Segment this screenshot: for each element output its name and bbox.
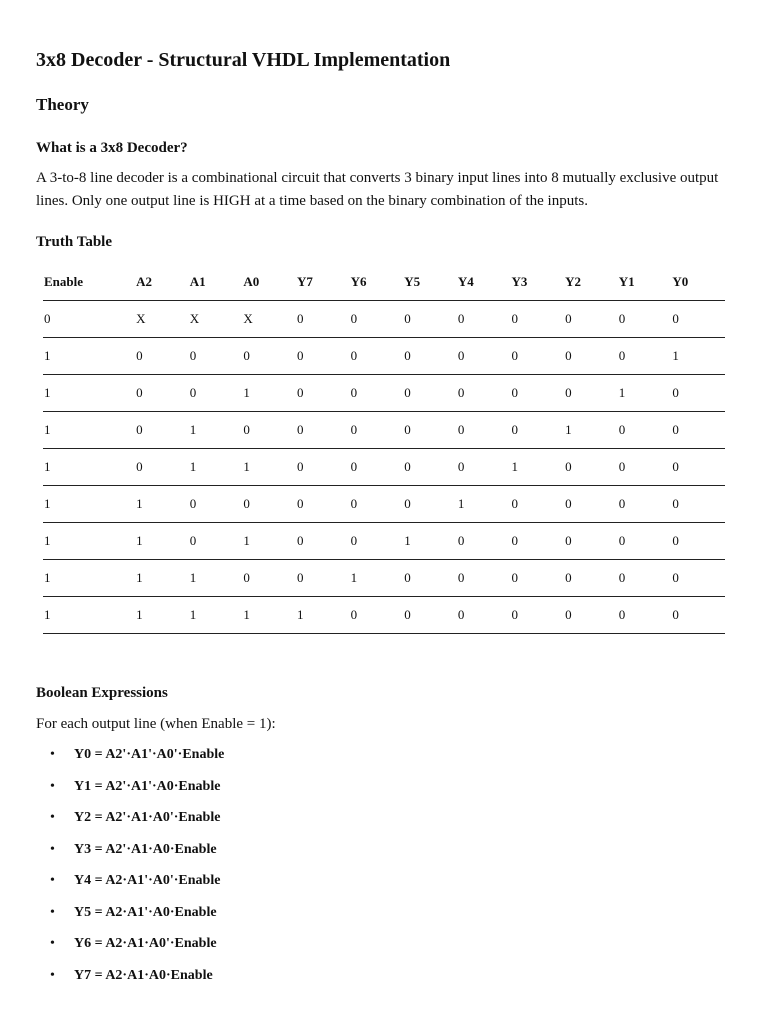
table-cell: 1 (189, 449, 243, 486)
table-cell: 1 (510, 449, 564, 486)
table-cell: 0 (457, 449, 511, 486)
table-cell: 0 (618, 486, 672, 523)
table-cell: 0 (564, 560, 618, 597)
table-cell: 0 (242, 338, 296, 375)
table-cell: 0 (350, 301, 404, 338)
truth-table-body (43, 301, 725, 634)
column-header-a2: A2 (135, 263, 189, 301)
list-item (36, 871, 732, 891)
column-header-y6: Y6 (350, 263, 404, 301)
table-cell: 0 (189, 523, 243, 560)
what-is-decoder-heading: What is a 3x8 Decoder? (36, 140, 188, 156)
table-cell: 0 (296, 486, 350, 523)
expression-text: Y7 = A2·A1·A0·Enable (74, 967, 213, 983)
table-cell: 0 (189, 375, 243, 412)
table-cell: 0 (510, 560, 564, 597)
table-cell: 0 (296, 338, 350, 375)
table-cell: 1 (43, 412, 135, 449)
table-row (43, 523, 725, 560)
table-cell: 0 (671, 486, 725, 523)
table-cell: 0 (618, 301, 672, 338)
table-cell: 0 (564, 338, 618, 375)
table-cell: 0 (135, 338, 189, 375)
table-cell: 0 (457, 301, 511, 338)
table-cell: 0 (403, 338, 457, 375)
column-header-y5: Y5 (403, 263, 457, 301)
table-cell: 0 (618, 449, 672, 486)
table-cell: 0 (457, 375, 511, 412)
table-cell: 0 (350, 338, 404, 375)
expression-text: Y3 = A2'·A1·A0·Enable (74, 841, 217, 857)
table-cell: 0 (510, 301, 564, 338)
table-cell: 1 (457, 486, 511, 523)
table-cell: 1 (43, 597, 135, 634)
expression-text: Y0 = A2'·A1'·A0'·Enable (74, 747, 225, 762)
table-cell: 0 (189, 486, 243, 523)
table-cell: 1 (43, 449, 135, 486)
truth-table (43, 263, 725, 634)
table-cell: 0 (564, 301, 618, 338)
table-cell: 1 (403, 523, 457, 560)
table-cell: 0 (510, 375, 564, 412)
table-cell: 0 (403, 560, 457, 597)
table-cell: 1 (564, 412, 618, 449)
table-cell: 0 (403, 412, 457, 449)
table-cell: 0 (296, 523, 350, 560)
table-cell: 0 (135, 412, 189, 449)
table-cell: 1 (242, 449, 296, 486)
table-cell: 0 (671, 375, 725, 412)
table-cell: 0 (457, 597, 511, 634)
bullet-icon: • (50, 967, 55, 983)
list-item (36, 966, 732, 986)
table-cell: 0 (296, 301, 350, 338)
expression-text: Y4 = A2·A1'·A0'·Enable (74, 873, 221, 888)
table-row (43, 301, 725, 338)
table-cell: 1 (43, 486, 135, 523)
table-cell: 0 (510, 412, 564, 449)
table-cell: 0 (403, 449, 457, 486)
table-cell: 0 (671, 597, 725, 634)
table-cell: 1 (189, 412, 243, 449)
list-item (36, 808, 732, 828)
table-cell: 0 (350, 486, 404, 523)
table-cell: 1 (43, 375, 135, 412)
table-cell: 0 (135, 449, 189, 486)
table-cell: 0 (242, 412, 296, 449)
column-header-a1: A1 (189, 263, 243, 301)
table-cell: 0 (671, 412, 725, 449)
list-item (36, 745, 732, 765)
expression-list (36, 745, 732, 986)
table-cell: 0 (296, 560, 350, 597)
table-cell: 0 (510, 486, 564, 523)
expression-text: Y1 = A2'·A1'·A0·Enable (74, 778, 221, 794)
column-header-y1: Y1 (618, 263, 672, 301)
table-row (43, 338, 725, 375)
table-cell: 1 (350, 560, 404, 597)
table-cell: 1 (618, 375, 672, 412)
truth-table-header-row (43, 263, 725, 301)
column-header-y3: Y3 (510, 263, 564, 301)
table-cell: 1 (135, 486, 189, 523)
table-cell: 0 (671, 560, 725, 597)
table-cell: 0 (564, 375, 618, 412)
expression-text: Y5 = A2·A1'·A0·Enable (74, 904, 217, 920)
table-cell: 0 (189, 338, 243, 375)
table-cell: 0 (671, 301, 725, 338)
table-cell: 0 (296, 375, 350, 412)
column-header-y7: Y7 (296, 263, 350, 301)
table-cell: 1 (242, 375, 296, 412)
table-cell: 0 (350, 523, 404, 560)
table-cell: 0 (564, 597, 618, 634)
table-cell: 0 (510, 597, 564, 634)
table-cell: 0 (350, 375, 404, 412)
table-cell: 0 (242, 560, 296, 597)
table-cell: 0 (403, 301, 457, 338)
table-cell: 0 (403, 597, 457, 634)
table-row (43, 486, 725, 523)
table-cell: X (135, 301, 189, 338)
table-cell: 0 (350, 597, 404, 634)
list-item (36, 903, 732, 923)
table-cell: 1 (671, 338, 725, 375)
table-cell: 1 (43, 560, 135, 597)
bullet-icon: • (50, 810, 55, 825)
table-row (43, 560, 725, 597)
expression-text: Y6 = A2·A1·A0'·Enable (74, 936, 217, 951)
column-header-a0: A0 (242, 263, 296, 301)
table-cell: 1 (135, 523, 189, 560)
table-row (43, 597, 725, 634)
table-cell: 1 (43, 338, 135, 375)
table-cell: 0 (457, 338, 511, 375)
table-cell: 0 (296, 412, 350, 449)
bullet-icon: • (50, 747, 55, 762)
table-cell: 0 (350, 449, 404, 486)
page-title: 3x8 Decoder - Structural VHDL Implementation (36, 49, 451, 71)
table-cell: 0 (242, 486, 296, 523)
table-cell: 0 (510, 523, 564, 560)
table-cell: 0 (350, 412, 404, 449)
table-cell: 1 (135, 597, 189, 634)
table-cell: 0 (403, 486, 457, 523)
column-header-y0: Y0 (671, 263, 725, 301)
table-cell: 0 (43, 301, 135, 338)
table-cell: 0 (457, 523, 511, 560)
bullet-icon: • (50, 841, 55, 857)
table-row (43, 412, 725, 449)
intro-paragraph: A 3-to-8 line decoder is a combinational circuit that converts 3 binary input lines into 8 mutually exclusive output lines. Only one output line is HIGH at a time based on the binary combination of the inputs. (36, 170, 719, 209)
table-cell: 0 (671, 449, 725, 486)
boolean-intro: For each output line (when Enable = 1): (36, 716, 276, 732)
table-cell: 1 (296, 597, 350, 634)
table-cell: X (242, 301, 296, 338)
table-cell: 0 (457, 412, 511, 449)
table-cell: 1 (135, 560, 189, 597)
table-cell: 0 (564, 449, 618, 486)
bullet-icon: • (50, 904, 55, 920)
table-row (43, 375, 725, 412)
table-cell: X (189, 301, 243, 338)
table-cell: 0 (510, 338, 564, 375)
table-cell: 0 (457, 560, 511, 597)
table-cell: 0 (618, 523, 672, 560)
column-header-enable: Enable (43, 263, 135, 301)
bullet-icon: • (50, 778, 55, 794)
list-item (36, 840, 732, 860)
table-cell: 0 (564, 486, 618, 523)
table-cell: 0 (618, 560, 672, 597)
table-cell: 1 (242, 523, 296, 560)
table-cell: 0 (403, 375, 457, 412)
theory-heading: Theory (36, 95, 89, 114)
table-cell: 0 (618, 338, 672, 375)
list-item (36, 934, 732, 954)
table-cell: 1 (189, 560, 243, 597)
column-header-y4: Y4 (457, 263, 511, 301)
list-item (36, 777, 732, 797)
boolean-expressions-heading: Boolean Expressions (36, 685, 168, 701)
table-cell: 0 (135, 375, 189, 412)
table-cell: 0 (618, 597, 672, 634)
table-cell: 1 (242, 597, 296, 634)
table-cell: 0 (671, 523, 725, 560)
expression-text: Y2 = A2'·A1·A0'·Enable (74, 810, 221, 825)
truth-table-heading: Truth Table (36, 234, 113, 250)
bullet-icon: • (50, 936, 55, 951)
table-cell: 1 (189, 597, 243, 634)
table-cell: 1 (43, 523, 135, 560)
table-cell: 0 (296, 449, 350, 486)
table-cell: 0 (618, 412, 672, 449)
bullet-icon: • (50, 873, 55, 888)
table-row (43, 449, 725, 486)
column-header-y2: Y2 (564, 263, 618, 301)
table-cell: 0 (564, 523, 618, 560)
